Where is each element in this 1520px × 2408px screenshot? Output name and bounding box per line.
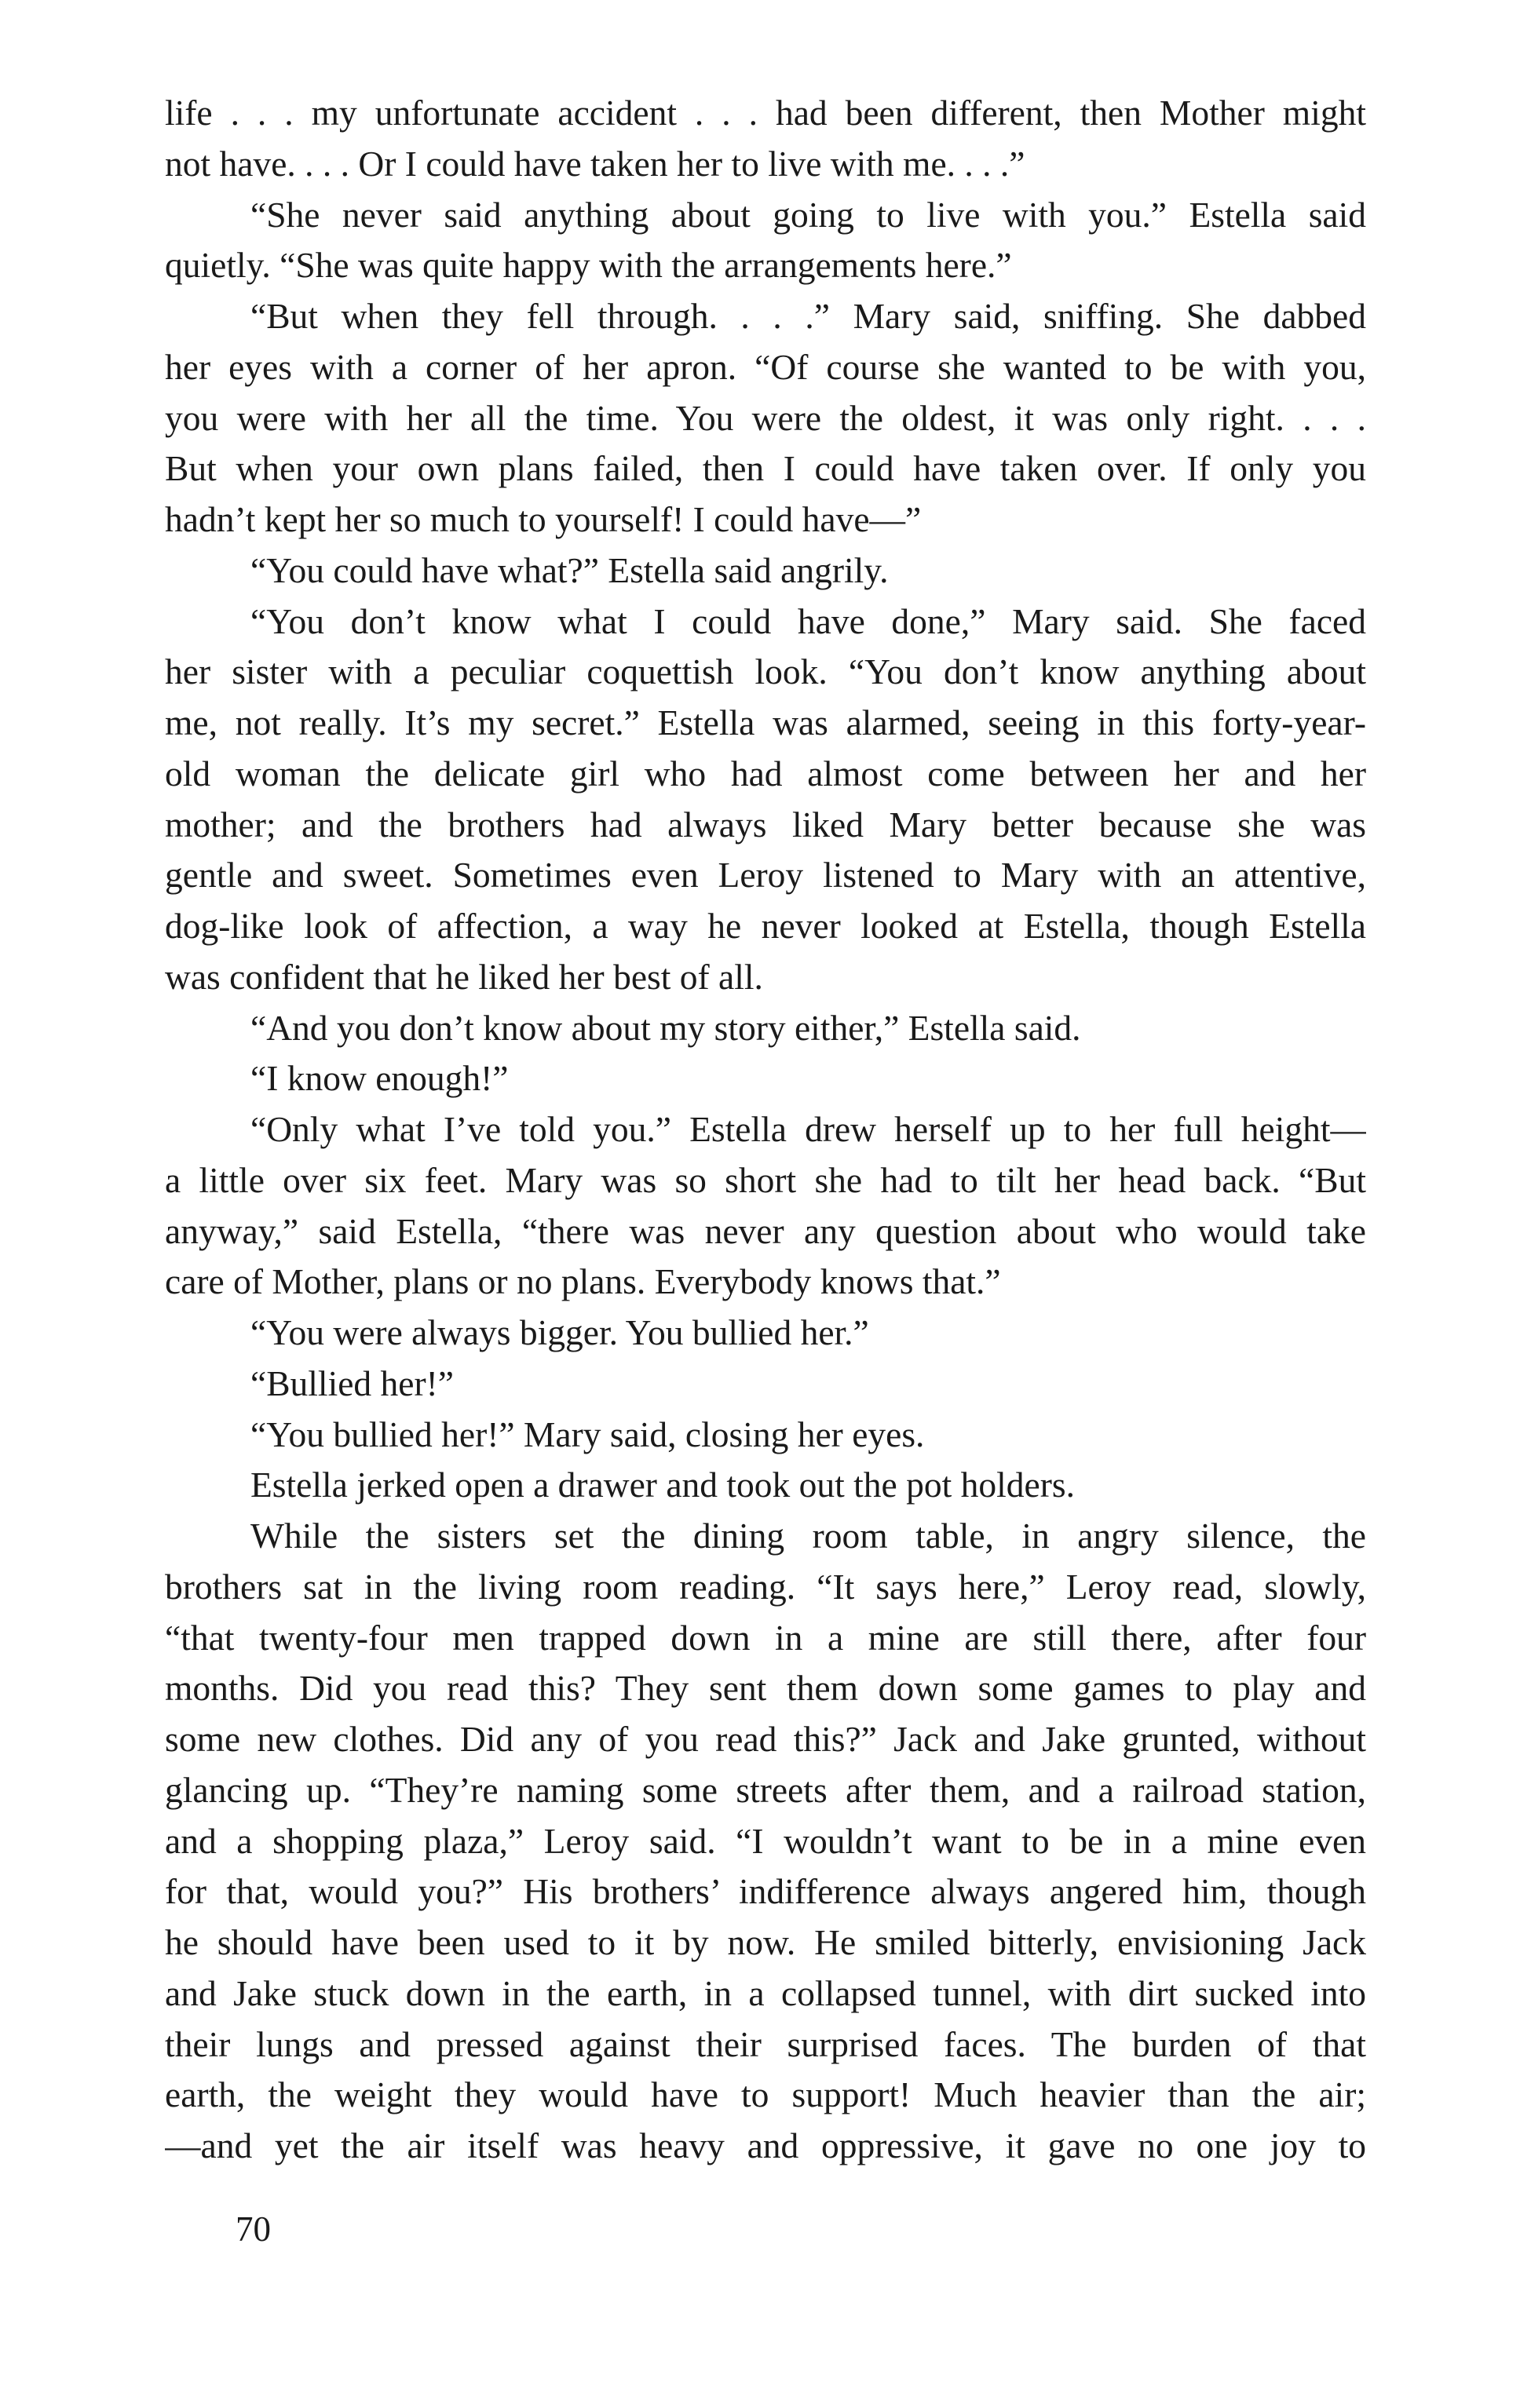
text-line: mother; and the brothers had always liked Mary better because she was: [165, 804, 1366, 845]
text-line: While the sisters set the dining room table, in angry silence, the: [250, 1516, 1366, 1556]
text-line: quietly. “She was quite happy with the arrangements here.”: [165, 245, 1012, 286]
text-line: anyway,” said Estella, “there was never any question about who would take: [165, 1210, 1366, 1251]
text-line: “Only what I’ve told you.” Estella drew herself up to her full height—: [250, 1109, 1366, 1149]
text-line: dog-like look of affection, a way he never looked at Estella, though Estella: [165, 906, 1366, 946]
text-line: —and yet the air itself was heavy and oppressive, it gave no one joy to: [165, 2125, 1366, 2165]
text-line: “She never said anything about going to live with you.” Estella said: [250, 194, 1366, 235]
text-line: “You don’t know what I could have done,” Mary said. She faced: [250, 600, 1366, 641]
text-line: glancing up. “They’re naming some streets after them, and a railroad station,: [165, 1769, 1366, 1810]
text-line: “You were always bigger. You bullied her.”: [250, 1312, 869, 1352]
text-line: But when your own plans failed, then I could have taken over. If only you: [165, 448, 1366, 489]
text-line: “And you don’t know about my story either,” Estella said.: [250, 1007, 1081, 1048]
text-line: “Bullied her!”: [250, 1363, 454, 1403]
text-line: “But when they fell through. . . .” Mary said, sniffing. She dabbed: [250, 296, 1366, 336]
text-line: earth, the weight they would have to support! Much heavier than the air;: [165, 2074, 1366, 2115]
text-line: her sister with a peculiar coquettish look. “You don’t know anything about: [165, 651, 1366, 692]
text-line: “You could have what?” Estella said angrily.: [250, 549, 889, 590]
text-line: hadn’t kept her so much to yourself! I could have—”: [165, 499, 922, 539]
text-line: some new clothes. Did any of you read this?” Jack and Jake grunted, without: [165, 1719, 1366, 1759]
text-line: and Jake stuck down in the earth, in a collapsed tunnel, with dirt sucked into: [165, 1972, 1366, 2013]
text-line: for that, would you?” His brothers’ indifference always angered him, though: [165, 1871, 1366, 1912]
text-line: brothers sat in the living room reading. “It says here,” Leroy read, slowly,: [165, 1566, 1366, 1607]
text-line: gentle and sweet. Sometimes even Leroy listened to Mary with an attentive,: [165, 855, 1366, 896]
text-line: not have. . . . Or I could have taken her to live with me. . . .”: [165, 143, 1025, 184]
text-line: months. Did you read this? They sent them down some games to play and: [165, 1668, 1366, 1709]
text-line: a little over six feet. Mary was so short she had to tilt her head back. “But: [165, 1159, 1366, 1200]
body-text: [165, 88, 1366, 2172]
text-line: he should have been used to it by now. He smiled bitterly, envisioning Jack: [165, 1922, 1366, 1962]
text-line: care of Mother, plans or no plans. Everybody knows that.”: [165, 1261, 1001, 1302]
text-line: “You bullied her!” Mary said, closing her eyes.: [250, 1414, 925, 1454]
text-line: “that twenty-four men trapped down in a mine are still there, after four: [165, 1617, 1366, 1658]
text-line: was confident that he liked her best of all.: [165, 956, 763, 997]
text-line: me, not really. It’s my secret.” Estella was alarmed, seeing in this forty-year-: [165, 702, 1366, 742]
text-line: her eyes with a corner of her apron. “Of course she wanted to be with you,: [165, 346, 1366, 387]
text-line: old woman the delicate girl who had almost come between her and her: [165, 753, 1366, 794]
text-line: life . . . my unfortunate accident . . . had been different, then Mother might: [165, 93, 1366, 133]
text-line: their lungs and pressed against their surprised faces. The burden of that: [165, 2023, 1366, 2064]
text-line: “I know enough!”: [250, 1058, 509, 1099]
text-line: Estella jerked open a drawer and took out the pot holders.: [250, 1465, 1075, 1505]
text-line: you were with her all the time. You were the oldest, it was only right. . . .: [165, 397, 1366, 438]
page-number: 70: [236, 2209, 271, 2249]
text-line: and a shopping plaza,” Leroy said. “I wouldn’t want to be in a mine even: [165, 1820, 1366, 1861]
